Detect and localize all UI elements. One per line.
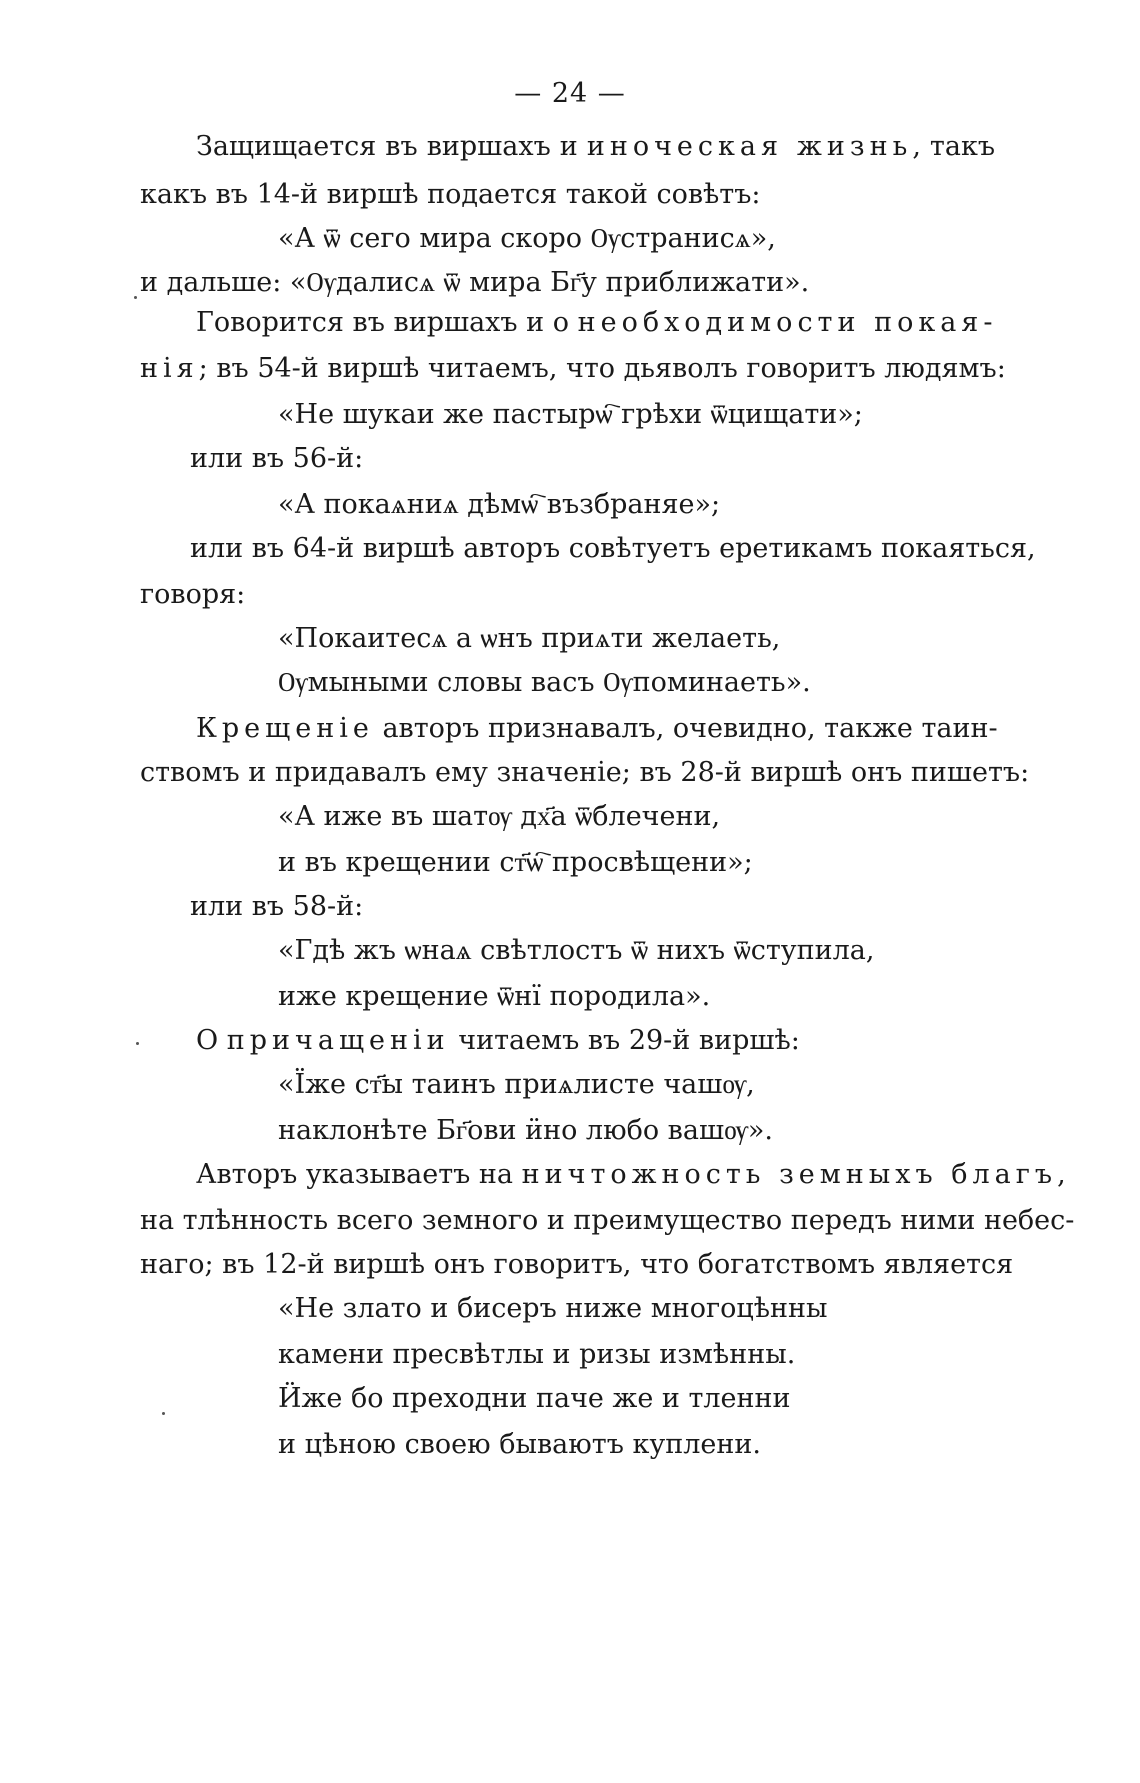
verse-line: «Не злато и бисеръ ниже многоцѣнны (278, 1293, 828, 1324)
text-line: или въ 56-й: (190, 443, 364, 474)
text-line: и дальше: «Ѹдалисѧ ѿ мира Бг҃у приближати». (140, 267, 810, 298)
emphasis: причащеніи (226, 1025, 450, 1056)
emphasis: иноческая жизнь (586, 131, 913, 162)
text-line: какъ въ 14-й виршѣ подается такой совѣтъ: (140, 179, 761, 210)
verse-line: и цѣною своею бываютъ куплени. (278, 1429, 761, 1460)
emphasis: нія (140, 353, 199, 384)
text-line: или въ 64-й виршѣ авторъ совѣтуетъ еретикамъ покаяться, (190, 533, 1036, 564)
verse-line: «А иже въ шатѹ дх҃а ѿблечени, (278, 801, 721, 832)
verse-line: «Їже ст҃ы таинъ приѧлисте чашѹ, (278, 1069, 755, 1100)
verse-line: «Не шукаи же пастырѡ҇ грѣхи ѿцищати»; (278, 399, 863, 430)
verse-line: «А покаѧниѧ дѣмѡ҇ възбраняе»; (278, 489, 721, 520)
text-line: Защищается въ виршахъ и иноческая жизнь, такъ (196, 131, 995, 162)
text-line: ствомъ и придавалъ ему значеніе; въ 28-й виршѣ онъ пишетъ: (140, 757, 1030, 788)
emphasis: ничтожность земныхъ благъ (521, 1159, 1058, 1190)
verse-line: Ѹмыными словы васъ Ѹпоминаеть». (278, 667, 811, 698)
verse-line: камени пресвѣтлы и ризы измѣнны. (278, 1339, 796, 1370)
scan-speck (162, 1412, 165, 1415)
verse-line: «А ѿ сего мира скоро Ѹстранисѧ», (278, 223, 776, 254)
emphasis: Крещеніе (196, 713, 374, 744)
text-line: или въ 58-й: (190, 891, 364, 922)
emphasis: необходимости покая- (577, 307, 998, 338)
verse-line: Ӥже бо преходни паче же и тленни (278, 1383, 791, 1414)
text-line: говоря: (140, 579, 246, 610)
text-line: нія; въ 54-й виршѣ читаемъ, что дьяволъ говоритъ людямъ: (140, 353, 1006, 384)
text-line: Говорится въ виршахъ и о необходимости покая- (196, 307, 998, 338)
text-line: Авторъ указываетъ на ничтожность земныхъ благъ, (196, 1159, 1066, 1190)
text-line: Крещеніе авторъ признавалъ, очевидно, также таин- (196, 713, 998, 744)
verse-line: «Гдѣ жъ ѡнаѧ свѣтлостъ ѿ нихъ ѿступила, (278, 935, 875, 966)
text-line: наго; въ 12-й виршѣ онъ говоритъ, что богатствомъ является (140, 1249, 1014, 1280)
scan-speck (134, 296, 137, 299)
text-line: О причащеніи читаемъ въ 29-й виршѣ: (196, 1025, 800, 1056)
scan-speck (136, 1042, 139, 1045)
page-number: — 24 — (514, 78, 626, 109)
verse-line: и въ крещении ст҃ѡ҇ просвѣщени»; (278, 847, 753, 878)
verse-line: наклонѣте Бг҃ови ӥно любо вашѹ». (278, 1115, 773, 1146)
verse-line: иже крещение ѿнї породила». (278, 981, 711, 1012)
verse-line: «Покаитесѧ а ѡнъ приѧти желаеть, (278, 623, 781, 654)
text-line: на тлѣнность всего земного и преимущество передъ ними небес- (140, 1205, 1075, 1236)
